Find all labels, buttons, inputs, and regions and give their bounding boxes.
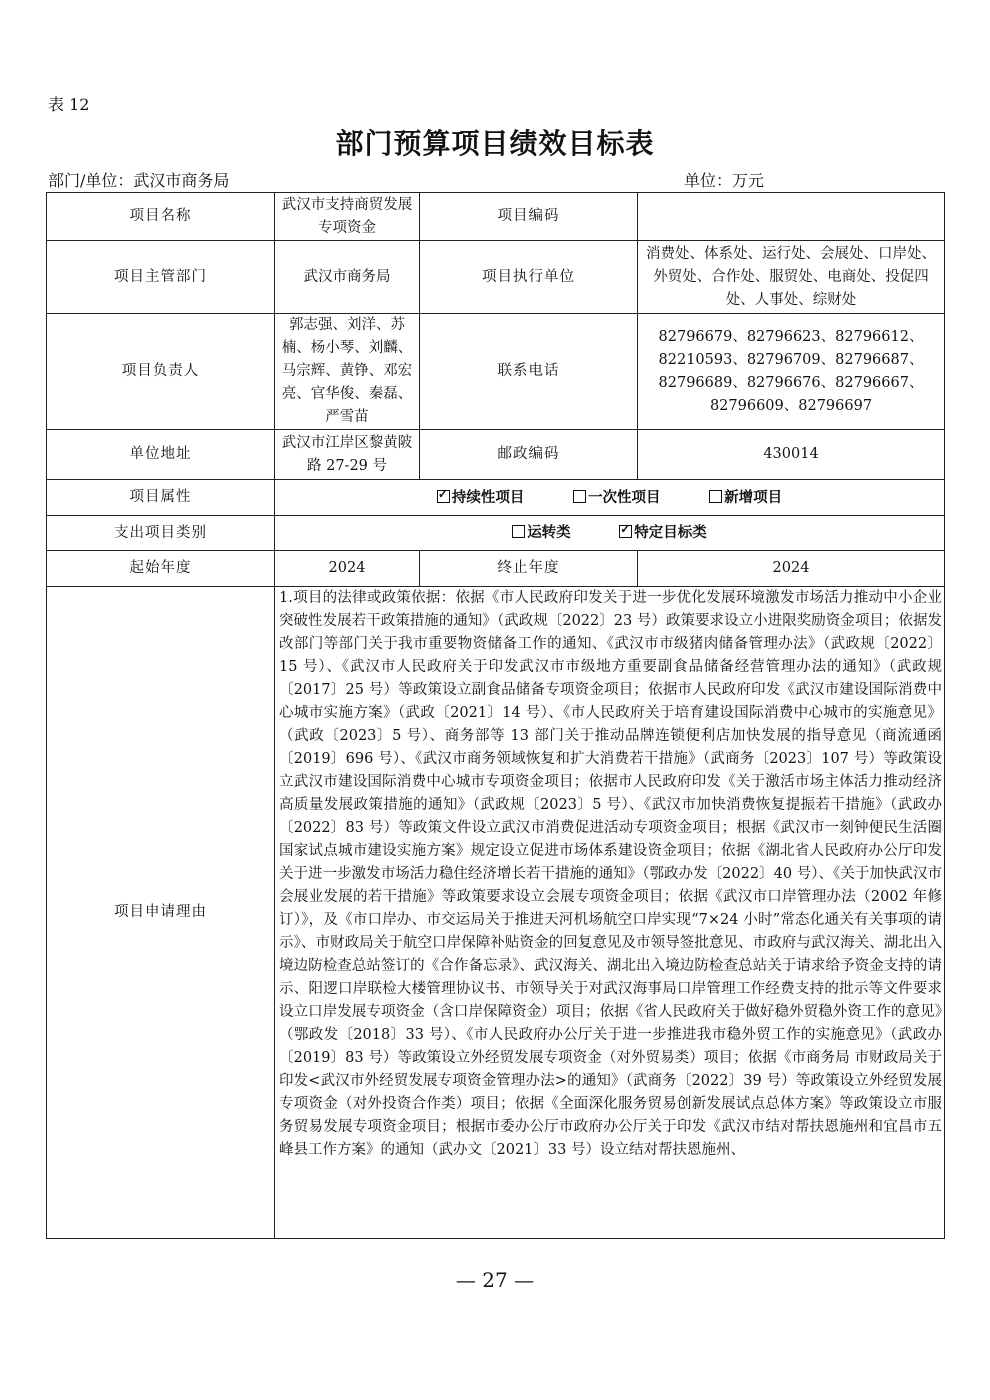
phone-line: 82210593、82796709、82796687、 — [658, 351, 924, 368]
row-category — [47, 516, 945, 551]
postcode-value: 430014 — [638, 430, 945, 480]
end-year-value: 2024 — [638, 551, 945, 587]
checkbox-empty-icon — [709, 490, 722, 503]
money-unit-label: 单位：万元 — [684, 171, 765, 190]
project-code-label: 项目编码 — [420, 193, 638, 241]
page-title: 部门预算项目绩效目标表 — [335, 127, 655, 160]
phone-line: 82796609、82796697 — [709, 397, 873, 414]
checkbox-empty-icon — [573, 490, 586, 503]
attribute-option — [573, 486, 661, 509]
supervising-dept-label: 项目主管部门 — [47, 241, 275, 314]
postcode-label: 邮政编码 — [420, 430, 638, 480]
checkbox-checked-icon — [437, 490, 450, 503]
row-years — [47, 551, 945, 587]
checkbox-checked-icon — [619, 525, 632, 538]
category-option — [619, 521, 707, 544]
end-year-label: 终止年度 — [420, 551, 638, 587]
category-option-label: 运转类 — [527, 524, 571, 541]
project-name-label: 项目名称 — [47, 193, 275, 241]
attribute-option-label: 一次性项目 — [588, 488, 661, 506]
category-option-label: 特定目标类 — [634, 524, 707, 541]
attribute-option — [709, 486, 782, 509]
attribute-option-label: 新增项目 — [724, 488, 783, 506]
phone-label: 联系电话 — [420, 314, 638, 430]
row-project-name — [47, 193, 945, 241]
phone-line: 82796679、82796623、82796612、 — [658, 328, 924, 345]
project-code-value — [638, 193, 945, 241]
row-reason — [47, 587, 945, 1239]
reason-text: 1.项目的法律或政策依据：依据《市人民政府印发关于进一步优化发展环境激发市场活力推动中小企业突破性发展若干政策措施的通知》（武政规〔2022〕23 号）政策要求设立小进限奖励资金项目；依据发改部门等部门关于我市重要物资储备工作的通知、《武汉市市级猪肉储备管理办法》（武政规〔2022〕15 号）、《武汉市人民政府关于印发武汉市市级地方重要副食品储备经营管理办法的通知》（武政规〔2017〕25 号）等政策设立副食品储备专项资金项目；依据市人民政府印发《武汉市建设国际消费中心城市实施方案》（武政〔2021〕14 号）、《市人民政府关于培育建设国际消费中心城市的实施意见》（武政〔2023〕5 号）、商务部等 13 部门关于推动品牌连锁便利店加快发展的指导意见（商流通函〔2019〕696 号）、《武汉市商务领域恢复和扩大消费若干措施》（武商务〔2023〕107 号）等政策设立武汉市建设国际消费中心城市专项资金项目；依据市人民政府印发《关于激活市场主体活力推动经济高质量发展政策措施的通知》（武政规〔2023〕5 号）、《武汉市加快消费恢复提振若干措施》（武政办〔2022〕83 号）等政策文件设立武汉市消费促进活动专项资金项目；根据《武汉市一刻钟便民生活圈国家试点城市建设实施方案》规定设立促进市场体系建设资金项目；依据《湖北省人民政府办公厅印发关于进一步激发市场活力稳住经济增长若干措施的通知》（鄂政办发〔2022〕40 号）、《关于加快武汉市会展业发展的若干措施》等政策要求设立会展专项资金项目；依据《武汉市口岸管理办法（2002 年修订）》，及《市口岸办、市交运局关于推进天河机场航空口岸实现“7×24 小时”常态化通关有关事项的请示》、市财政局关于航空口岸保障补贴资金的回复意见及市领导签批意见、市政府与武汉海关、湖北出入境边防检查总站签订的《合作备忘录》、武汉海关、湖北出入境边防检查总站关于请求给予资金支持的请示、阳逻口岸联检大楼管理协议书、市领导关于对武汉海事局口岸管理工作经费支持的批示等文件要求设立口岸发展专项资金（含口岸保障资金）项目；依据《省人民政府关于做好稳外贸稳外资工作的意见》（鄂政发〔2018〕33 号）、《市人民政府办公厅关于进一步推进我市稳外贸工作的实施意见》（武政办〔2019〕83 号）等政策设立外经贸发展专项资金（对外贸易类）项目；依据《市商务局 市财政局关于印发<武汉市外经贸发展专项资金管理办法>的通知》（武商务〔2022〕39 号）等政策设立外经贸发展专项资金（对外投资合作类）项目；依据《全面深化服务贸易创新发展试点总体方案》等政策设立市服务贸易发展专项资金项目；根据市委办公厅市政府办公厅关于印发《武汉市结对帮扶恩施州和宜昌市五峰县工作方案》的通知（武办文〔2021〕33 号）设立结对帮扶恩施州、 — [275, 587, 945, 1239]
category-options — [275, 516, 945, 551]
attribute-option-label: 持续性项目 — [451, 488, 525, 506]
row-departments — [47, 241, 945, 314]
row-leader — [47, 314, 945, 430]
checkbox-empty-icon — [512, 525, 525, 538]
performance-table — [46, 192, 945, 1239]
address-value: 武汉市江岸区黎黄陂路 27-29 号 — [275, 430, 420, 480]
executing-unit-label: 项目执行单位 — [420, 241, 638, 314]
table-number: 表 12 — [48, 95, 90, 114]
leader-label: 项目负责人 — [47, 314, 275, 430]
start-year-value: 2024 — [275, 551, 420, 587]
supervising-dept-value: 武汉市商务局 — [275, 241, 420, 314]
attribute-options — [275, 480, 945, 516]
start-year-label: 起始年度 — [47, 551, 275, 587]
leader-value: 郭志强、刘洋、苏楠、杨小琴、刘麟、马宗辉、黄铮、邓宏亮、官华俊、秦磊、严雪苗 — [275, 314, 420, 430]
executing-unit-value: 消费处、体系处、运行处、会展处、口岸处、外贸处、合作处、服贸处、电商处、投促四处、人事处、综财处 — [638, 241, 945, 314]
row-attribute — [47, 480, 945, 516]
address-label: 单位地址 — [47, 430, 275, 480]
attribute-option — [437, 486, 525, 509]
row-address — [47, 430, 945, 480]
attribute-label: 项目属性 — [47, 480, 275, 516]
category-label: 支出项目类别 — [47, 516, 275, 551]
phone-value — [638, 314, 945, 430]
category-option — [512, 521, 571, 544]
reason-label: 项目申请理由 — [47, 587, 275, 1239]
page-number: — 27 — — [455, 1268, 535, 1292]
project-name-value: 武汉市支持商贸发展专项资金 — [275, 193, 420, 241]
dept-unit-label: 部门/单位：武汉市商务局 — [48, 171, 230, 190]
phone-line: 82796689、82796676、82796667、 — [658, 374, 924, 391]
